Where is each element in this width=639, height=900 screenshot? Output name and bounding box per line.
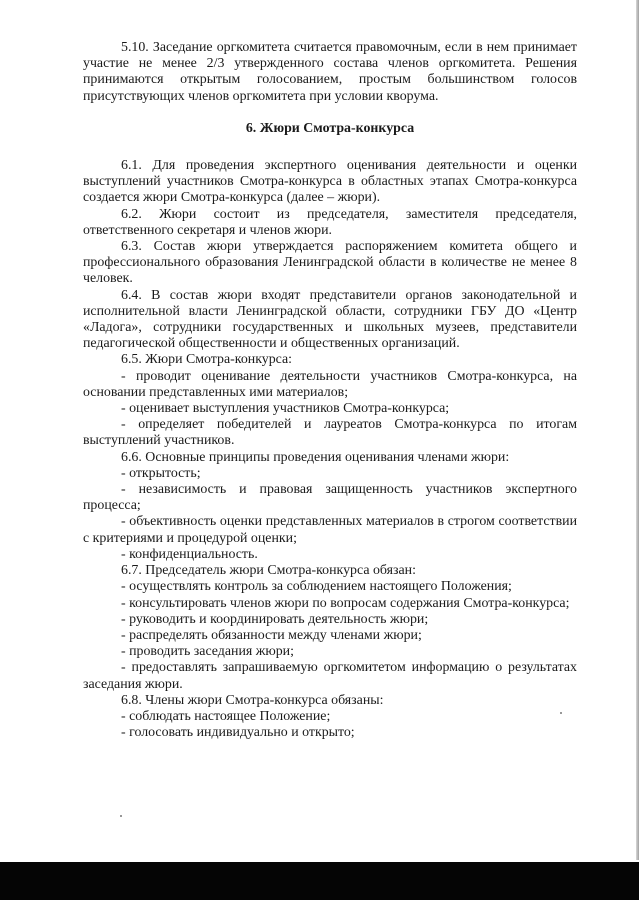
scan-edge-bottom <box>0 862 639 900</box>
list-item: - консультировать членов жюри по вопросам содержания Смотра-конкурса; <box>121 595 570 611</box>
list-item: - распределять обязанности между членами жюри; <box>121 627 422 643</box>
paragraph-6-4: 6.4. В состав жюри входят представители органов законодательной и исполнительной власти Ленинградской области, сотрудники ГБУ ДО «Центр «Ладога», сотрудники государственных и школьных музеев, представители педагогической общественности и общественных организаций. <box>83 287 577 352</box>
list-item: - соблюдать настоящее Положение; <box>121 708 331 724</box>
document-page <box>83 40 577 741</box>
paragraph-6-5: 6.5. Жюри Смотра-конкурса: <box>121 352 293 368</box>
scan-speck <box>120 815 122 817</box>
paragraph-6-7: 6.7. Председатель жюри Смотра-конкурса обязан: <box>121 563 416 579</box>
list-item: - проводить заседания жюри; <box>121 644 294 660</box>
paragraph-5-10: 5.10. Заседание оргкомитета считается правомочным, если в нем принимает участие не менее 2/3 утвержденного состава членов оргкомитета. Решения принимаются открытым голосованием, простым большинством голосов присутствующих членов оргкомитета при условии кворума. <box>83 40 577 104</box>
list-item: - осуществлять контроль за соблюдением настоящего Положения; <box>121 579 512 595</box>
list-item: - определяет победителей и лауреатов Смотра-конкурса по итогам выступлений участников. <box>83 417 577 449</box>
section-heading: 6. Жюри Смотра-конкурса <box>245 120 415 136</box>
list-item: - открытость; <box>121 465 201 481</box>
list-item: - конфиденциальность. <box>121 546 258 562</box>
list-item: - голосовать индивидуально и открыто; <box>121 725 355 741</box>
paragraph-6-8: 6.8. Члены жюри Смотра-конкурса обязаны: <box>121 692 384 708</box>
list-item: - оценивает выступления участников Смотра-конкурса; <box>121 401 450 417</box>
paragraph-6-3: 6.3. Состав жюри утверждается распоряжением комитета общего и профессионального образования Ленинградской области в количестве не менее 8 человек. <box>83 239 577 287</box>
list-item: - предоставлять запрашиваемую оргкомитетом информацию о результатах заседания жюри. <box>83 660 577 692</box>
paragraph-6-2: 6.2. Жюри состоит из председателя, заместителя председателя, ответственного секретаря и членов жюри. <box>83 206 577 238</box>
paragraph-6-6: 6.6. Основные принципы проведения оценивания членами жюри: <box>121 449 510 465</box>
list-item: - проводит оценивание деятельности участников Смотра-конкурса, на основании представленных ими материалов; <box>83 368 577 400</box>
paragraph-6-1: 6.1. Для проведения экспертного оценивания деятельности и оценки выступлений участников Смотра-конкурса в областных этапах Смотра-конкурса создается жюри Смотра-конкурса (далее – жюри). <box>83 158 577 206</box>
list-item: - руководить и координировать деятельность жюри; <box>121 611 429 627</box>
list-item: - объективность оценки представленных материалов в строгом соответствии с критериями и процедурой оценки; <box>83 514 577 546</box>
list-item: - независимость и правовая защищенность участников экспертного процесса; <box>83 482 577 514</box>
